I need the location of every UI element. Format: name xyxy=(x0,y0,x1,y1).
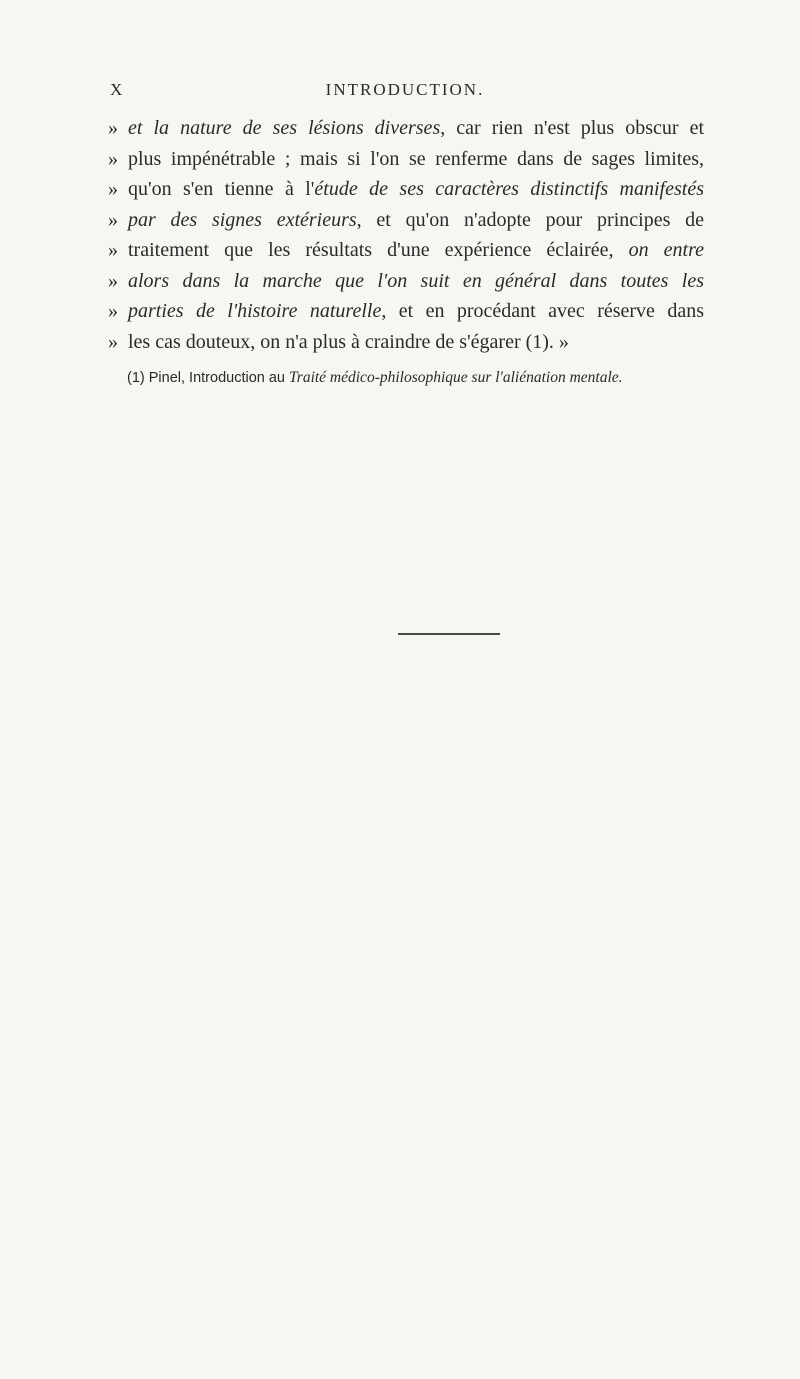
text-run: plus impénétrable ; mais si l'on se renferme dans de sages limites, xyxy=(128,147,704,170)
quote-mark: » xyxy=(108,239,118,261)
footnote-italic-title: Traité médico-philosophique sur l'aliénation mentale. xyxy=(289,369,623,386)
page-number: X xyxy=(110,80,124,99)
text-line xyxy=(108,144,704,175)
quote-mark: » xyxy=(108,147,118,170)
text-run: , car rien n'est plus obscur et xyxy=(440,117,705,139)
text-line xyxy=(108,235,704,266)
text-run: , et qu'on n'adopte pour principes de xyxy=(356,208,704,231)
text-line xyxy=(108,327,704,358)
text-run: qu'on s'en tienne à l' xyxy=(128,178,315,200)
quote-mark: » xyxy=(108,300,118,322)
quote-mark: » xyxy=(108,269,118,292)
quote-mark: » xyxy=(108,330,118,353)
footnote-text: (1) Pinel, Introduction au xyxy=(127,370,290,386)
text-line xyxy=(108,296,704,327)
running-head xyxy=(110,80,700,104)
italic-run: et la nature de ses lésions diverses xyxy=(128,117,441,139)
italic-run: on entre xyxy=(628,239,705,261)
quote-mark: » xyxy=(108,178,118,200)
italic-run: parties de l'histoire naturelle xyxy=(128,300,382,322)
running-title: INTRODUCTION. xyxy=(325,80,485,99)
footnote xyxy=(127,369,623,387)
italic-run: étude de ses caractères distinctifs manifestés xyxy=(314,178,704,200)
text-line xyxy=(108,113,704,144)
quote-mark: » xyxy=(108,117,118,139)
text-line xyxy=(108,266,704,297)
text-run: , et en procédant avec réserve dans xyxy=(381,300,704,322)
italic-run: par des signes extérieurs xyxy=(128,208,357,231)
quotation-body xyxy=(108,113,704,357)
section-rule xyxy=(398,633,500,635)
text-run: les cas douteux, on n'a plus à craindre de s'égarer (1). » xyxy=(128,330,569,353)
italic-run: alors dans la marche que l'on suit en général dans toutes les xyxy=(128,269,704,292)
text-line xyxy=(108,174,704,205)
text-line xyxy=(108,205,704,236)
text-run: traitement que les résultats d'une expérience éclairée, xyxy=(128,239,629,261)
quote-mark: » xyxy=(108,208,118,231)
